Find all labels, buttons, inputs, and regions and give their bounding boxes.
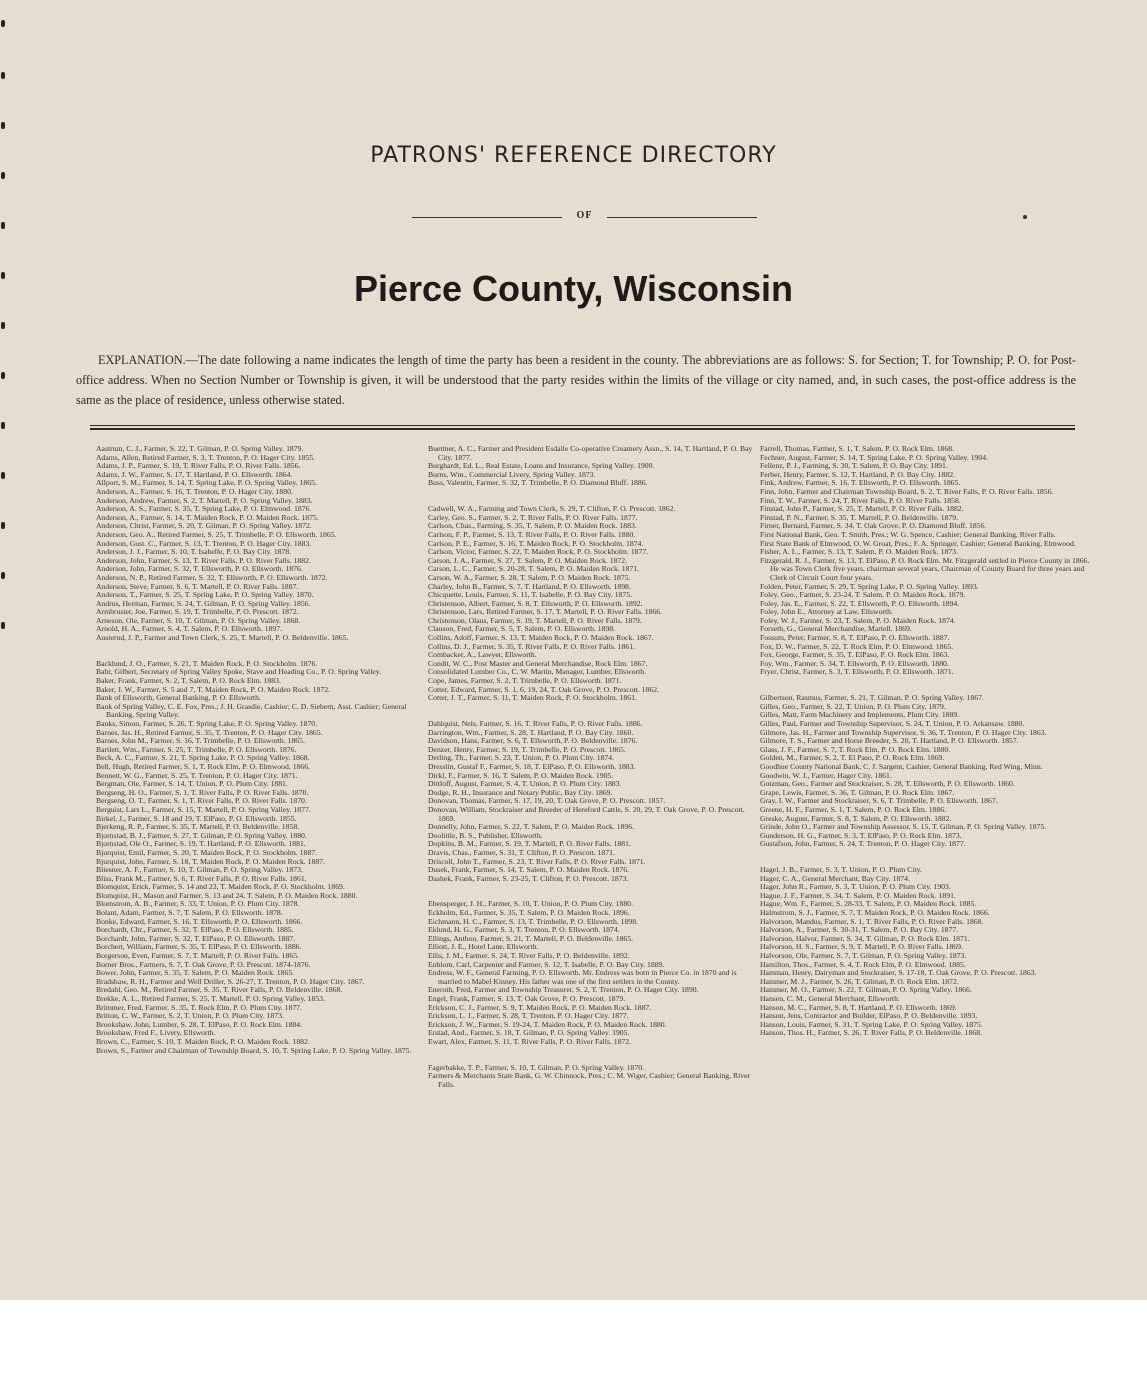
directory-entry: Halmstrom, S. J., Farmer, S. 7, T. Maiden Rock, P. O. Maiden Rock. 1866. <box>760 908 990 918</box>
directory-entry: Dravis, Chas., Farmer, S. 31, T. Clifton, P. O. Prescott. 1871. <box>428 847 615 857</box>
directory-entry: Dodge, R. H., Insurance and Notary Public, Bay City. 1869. <box>428 787 613 797</box>
directory-entry: Hanson, M. C., Farmer, S. 8, T. Hartland, P. O. Ellsworth. 1869. <box>760 1002 957 1012</box>
directory-entry: Carley, Geo. S., Farmer, S. 2, T. River Falls, P. O. River Falls. 1877. <box>428 512 638 522</box>
directory-entry: Denzer, Henry, Farmer, S. 19, T. Trimbelle, P. O. Prescott. 1865. <box>428 744 626 754</box>
directory-entry: Carlson, F. P., Farmer, S. 13, T. River Falls, P. O. River Falls. 1880. <box>428 529 636 539</box>
directory-entry: Bahr, Gilbert, Secretary of Spring Valley Spoke, Stave and Heading Co., P. O. Spring Valley. <box>96 667 382 677</box>
directory-entry: Donnelly, John, Farmer, S. 22, T. Salem, P. O. Maiden Rock. 1896. <box>428 822 635 832</box>
directory-entry: Farrell, Thomas, Farmer, S. 1, T. Salem, P. O. Rock Elm. 1868. <box>760 444 954 453</box>
directory-entry: Dresslin, Gustaf F., Farmer, S. 18, T. ElPaso, P. O. Ellsworth. 1883. <box>428 761 636 771</box>
directory-entry: Brown, C., Farmer, S. 10, T. Maiden Rock, P. O. Maiden Rock. 1882. <box>96 1036 310 1046</box>
directory-entry: Erstad, And., Farmer, S. 18, T. Gilman, P. O. Spring Valley. 1905. <box>428 1028 630 1038</box>
directory-entry: Ellings, Anthon, Farmer, S. 21, T. Martell, P. O. Beldenville. 1865. <box>428 933 634 943</box>
directory-entry: Greske, August, Farmer, S. 8, T. Salem, P. O. Ellsworth. 1882. <box>760 813 952 823</box>
directory-entry: Berguist, Lars L., Farmer, S. 15, T. Martell, P. O. Spring Valley. 1877. <box>96 804 311 814</box>
directory-entry: Farmers & Merchants State Bank, G. W. Chinnock, Pres.; C. M. Wiger, Cashier; General Banking, River Falls. <box>428 1071 751 1089</box>
directory-entry: Fossum, Peter, Farmer, S. 8, T. ElPaso, P. O. Ellsworth. 1887. <box>760 633 950 643</box>
directory-entry: Borchert, William, Farmer, S. 35, T. ElPaso, P. O. Ellsworth. 1886. <box>96 942 302 952</box>
directory-entry: Driscoll, John T., Farmer, S. 23, T. River Falls, P. O. River Falls. 1871. <box>428 856 646 866</box>
directory-entry: Austerud, J. P., Farmer and Town Clerk, S. 25, T. Martell, P. O. Beldenville. 1865. <box>96 633 349 643</box>
directory-entry: Hanson, Jens, Contractor and Builder, ElPaso, P. O. Beldenville. 1893. <box>760 1011 978 1021</box>
directory-entry: Bergseng, O. T., Farmer, S. 1, T. River Falls, P. O. River Falls. 1870. <box>96 796 307 806</box>
directory-entry: Chicquette, Louis, Farmer, S. 11, T. Isabelle, P. O. Bay City. 1875. <box>428 590 633 600</box>
directory-entry: Halvorson, H. S., Farmer, S. 9, T. Martell, P. O. River Falls. 1869. <box>760 942 963 952</box>
directory-entry: Cadwell, W. A., Farming and Town Clerk, S. 29, T. Clifton, P. O. Prescott. 1862. <box>428 504 676 514</box>
directory-entry: Collins, Adolf, Farmer, S. 13, T. Maiden Rock, P. O. Maiden Rock. 1867. <box>428 633 654 643</box>
directory-entry: Beck, A. C., Farmer, S. 21, T. Spring Lake, P. O. Spring Valley. 1868. <box>96 753 310 763</box>
directory-entry: Birkel, J., Farmer, S. 18 and 19, T. ElPaso, P. O. Ellsworth. 1855. <box>96 813 297 823</box>
directory-entry: Ebensperger, J. H., Farmer, S. 10, T. Union, P. O. Plum City. 1880. <box>428 899 633 909</box>
directory-entry: Borchardt, Chr., Farmer, S. 32, T. ElPaso, P. O. Ellsworth. 1885. <box>96 925 294 935</box>
directory-entry: Gilles, Geo., Farmer, S. 22, T. Union, P. O. Plum City. 1879. <box>760 701 946 711</box>
directory-entry: Halvorson, Ole, Farmer, S. 7, T. Gilman, P. O. Spring Valley. 1873. <box>760 951 967 961</box>
directory-entry: Cotter, Edward, Farmer, S. 1, 6, 19, 24, T. Oak Grove, P. O. Prescott. 1862. <box>428 684 659 694</box>
directory-entry: Goodwin, W. J., Farmer, Hager City. 1861. <box>760 770 892 780</box>
binding-holes <box>0 0 10 1300</box>
directory-entry: Dopkins, B. M., Farmer, S. 19, T. Martell, P. O. River Falls. 1881. <box>428 839 631 849</box>
directory-entry: Finn, John, Farmer and Chairman Township Board, S. 2, T. River Falls, P. O. River Falls. 1856. <box>760 486 1054 496</box>
directory-entry: Bolant, Adam, Farmer, S. 7, T. Salem, P. O. Ellsworth. 1878. <box>96 908 283 918</box>
directory-entry: Buettner, A. C., Farmer and President Esdaile Co-operative Creamery Assn., S. 14, T. Hartland, P. O. Bay City. 1877. <box>428 444 753 462</box>
directory-entry: Cotter, J. T., Farmer, S. 11, T. Maiden Rock, P. O. Stockholm. 1861. <box>428 693 637 703</box>
directory-entry: Eneroth, Fred, Farmer and Township Treasurer, S. 2, T. Trenton, P. O. Hager City. 1890. <box>428 985 699 995</box>
directory-entry: Erickson, J. W., Farmer, S. 19-24, T. Maiden Rock, P. O. Maiden Rock. 1880. <box>428 1019 667 1029</box>
directory-entry: Carlson, P. E., Farmer, S. 16, T. Maiden Rock, P. O. Stockholm. 1874. <box>428 538 644 548</box>
directory-entry: Gray, I. W., Farmer and Stockraiser, S. 6, T. Trimbelle, P. O. Ellsworth. 1867. <box>760 796 998 806</box>
directory-entry: Blomstrom, A. B., Farmer, S. 33, T. Union, P. O. Plum City. 1878. <box>96 899 300 909</box>
directory-entry: Eklund, H. G., Farmer, S. 3, T. Trenton, P. O. Ellsworth. 1874. <box>428 925 620 935</box>
directory-entry: Christenson, Lars, Retired Farmer, S. 17, T. Martell, P. O. River Falls. 1866. <box>428 607 663 617</box>
directory-entry: Ferber, Henry, Farmer, S. 12, T. Hartland, P. O. Bay City. 1882. <box>760 469 955 479</box>
section-gap <box>428 703 758 712</box>
directory-entry: Fagerbakke, T. P., Farmer, S. 10, T. Gilman, P. O. Spring Valley. 1870. <box>428 1062 645 1072</box>
directory-entry: Ellis, J. M., Farmer, S. 24, T. River Falls, P. O. Beldenville. 1892. <box>428 951 630 961</box>
directory-entry: Britton, C. W., Farmer, S. 2, T. Union, P. O. Plum City. 1873. <box>96 1011 284 1021</box>
directory-entry: Borchardt, John, Farmer, S. 32, T. ElPaso, P. O. Ellsworth. 1887. <box>96 933 296 943</box>
directory-entry: Hager, John R., Farmer, S. 3, T. Union, P. O. Plum City. 1903. <box>760 882 951 892</box>
directory-entry: Eichmann, H. C., Farmer, S. 13, T. Trimbelle, P. O. Ellsworth. 1898. <box>428 916 638 926</box>
directory-entry: Engel, Frank, Farmer, S. 13, T. Oak Grove, P. O. Prescott. 1879. <box>428 994 626 1003</box>
directory-entry: First State Bank of Elmwood, O. W. Groat, Pres.; F. A. Springer, Cashier; General Banking, Elmwood. <box>760 538 1076 548</box>
directory-entry: Burghardt, Ed. L., Real Estate, Loans and Insurance, Spring Valley. 1900. <box>428 461 655 471</box>
directory-entry: Charley, John B., Farmer, S. 7, T. Hartland, P. O. Ellsworth. 1898. <box>428 581 631 591</box>
directory-entry: Borgerson, Even, Farmer, S. 7, T. Martell, P. O. River Falls. 1865. <box>96 951 299 961</box>
directory-entry: Barnes, Jas. H., Retired Farmer, S. 35, T. Trenton, P. O. Hager City. 1865. <box>96 727 323 737</box>
directory-entry: Anderson, A. S., Farmer, S. 35, T. Spring Lake, P. O. Elmwood. 1876. <box>96 504 312 514</box>
directory-entry: Hammer, M. J., Farmer, S. 26, T. Gilman, P. O. Rock Elm. 1872. <box>760 976 959 986</box>
directory-entry: Erickson, L. J., Farmer, S. 28, T. Trenton, P. O. Hager City. 1877. <box>428 1011 629 1021</box>
directory-entry: Brookshaw, Fred F., Livery, Ellsworth. <box>96 1028 216 1038</box>
directory-entry: Anderson, John, Farmer, S. 32, T. Ellsworth, P. O. Ellsworth. 1876. <box>96 564 303 574</box>
directory-entry: Foley, W. J., Farmer, S. 23, T. Salem, P. O. Maiden Rock. 1874. <box>760 615 956 625</box>
directory-entry: Anderson, J. J., Farmer, S. 10, T. Isabelle, P. O. Bay City. 1878. <box>96 547 292 557</box>
directory-entry: Davidson, Hans, Farmer, S. 6, T. Ellsworth, P. O. Beldenville. 1876. <box>428 736 638 746</box>
directory-entry: Bjurquist, Emil, Farmer, S. 20, T. Maiden Rock, P. O. Stockholm. 1887. <box>96 847 318 857</box>
directory-entry: Anderson, N. P., Retired Farmer, S. 32, T. Ellsworth, P. O. Ellsworth. 1872. <box>96 572 328 582</box>
directory-entry: Fink, Andrew, Farmer, S. 16, T. Ellsworth, P. O. Ellsworth. 1865. <box>760 478 961 488</box>
directory-entry: Bredahl, Geo. M., Retired Farmer, S. 35, T. River Falls, P. O. Beldenville. 1868. <box>96 985 343 995</box>
directory-entry: Bank of Ellsworth, General Banking, P. O. Ellsworth. <box>96 693 261 703</box>
directory-entry: Baker, J. W., Farmer, S. 5 and 7, T. Maiden Rock, P. O. Maiden Rock. 1872. <box>96 684 330 694</box>
directory-entry: Bonke, Edward, Farmer, S. 16, T. Ellsworth, P. O. Ellsworth. 1866. <box>96 916 303 926</box>
directory-entry: Clauson, Fred, Farmer, S. 5, T. Salem, P. O. Ellsworth. 1898. <box>428 624 616 634</box>
directory-entry: Carlson, Chas., Farming, S. 35, T. Salem, P. O. Maiden Rock. 1883. <box>428 521 637 531</box>
directory-entry: Hager, C. A., General Merchant, Bay City. 1874. <box>760 873 910 883</box>
directory-entry: Bell, Hugh, Retired Farmer, S. 1, T. Rock Elm, P. O. Elmwood. 1866. <box>96 761 311 771</box>
directory-entry: Glass, J. F., Farmer, S. 7, T. Rock Elm, P. O. Rock Elm. 1880. <box>760 744 951 754</box>
directory-entry: Hagel, J. B., Farmer, S. 3, T. Union, P. O. Plum City. <box>760 865 922 875</box>
directory-entry: Ewart, Alex, Farmer, S. 11, T. River Falls, P. O. River Falls. 1872. <box>428 1036 632 1046</box>
of-label: OF <box>576 210 593 221</box>
directory-entry: Gilbertson, Rasmus, Farmer, S. 21, T. Gilman, P. O. Spring Valley. 1867. <box>760 693 984 703</box>
directory-entry: Collins, D. J., Farmer, S. 35, T. River Falls, P. O. River Falls. 1861. <box>428 641 635 651</box>
directory-entry: Folden, Peter, Farmer, S. 29, T. Spring Lake, P. O. Spring Valley. 1893. <box>760 581 979 591</box>
directory-entry: Gilles, Matt, Farm Machinery and Implements, Plum City. 1889. <box>760 710 960 720</box>
directory-entry: Anderson, Geo. A., Retired Farmer, S. 25, T. Trimbelle, P. O. Ellsworth. 1865. <box>96 529 337 539</box>
directory-entry: Hammer, M. O., Farmer, S. 22, T. Gilman, P. O. Spring Valley. 1866. <box>760 985 972 995</box>
section-gap <box>760 677 1090 686</box>
directory-column-2 <box>428 445 758 1090</box>
directory-entry: Carlson, Victor, Farmer, S. 22, T. Maiden Rock, P. O. Stockholm. 1877. <box>428 547 649 557</box>
directory-entry: Hanson, Louis, Farmer, S. 31, T. Spring Lake, P. O. Spring Valley. 1875. <box>760 1019 983 1029</box>
directory-entry: Enblom, Carl, Carpenter and Farmer, S. 12, T. Isabelle, P. O. Bay City. 1889. <box>428 959 665 969</box>
directory-entry: Brekke, A. L., Retired Farmer, S. 25, T. Martell, P. O. Spring Valley. 1853. <box>96 994 325 1003</box>
section-gap <box>760 849 1090 858</box>
directory-entry: Anderson, A., Farmer, S. 16, T. Trenton, P. O. Hager City. 1880. <box>96 486 293 496</box>
directory-entry: Detling, Th., Farmer, S. 23, T. Union, P. O. Plum City. 1874. <box>428 753 615 763</box>
directory-entry: Firner, Bernard, Farmer, S. 34, T. Oak Grove, P. O. Diamond Bluff. 1856. <box>760 521 987 531</box>
directory-entry: Dashek, Frank, Farmer, S. 23-25, T. Clifton, P. O. Prescott. 1873. <box>428 873 629 883</box>
directory-entry: Barnes, John M., Farmer, S. 16, T. Trimbelle, P. O. Ellsworth. 1865. <box>96 736 305 746</box>
directory-entry: Condit, W. C., Post Master and General Merchandise, Rock Elm. 1867. <box>428 658 648 668</box>
directory-entry: Donovan, William, Stockraiser and Breeder of Hereford Cattle, S. 20, 29, T. Oak Grove, P. O. Prescott. 1869. <box>428 804 745 823</box>
directory-entry: Foy, Wm., Farmer, S. 34, T. Ellsworth, P. O. Ellsworth. 1880. <box>760 658 949 668</box>
directory-entry: Darrington, Wm., Farmer, S. 28, T. Hartland, P. O. Bay City. 1860. <box>428 727 634 737</box>
directory-entry: Christenson, Albert, Farmer, S. 8, T. Ellsworth, P. O. Ellsworth. 1892. <box>428 598 643 608</box>
directory-entry: Grinde, John O., Farmer and Township Assessor, S. 15, T. Gilman, P. O. Spring Valley. 1875. <box>760 822 1047 832</box>
directory-entry: Fryer, Christ, Farmer, S. 3, T. Ellsworth, P. O. Ellsworth. 1871. <box>760 667 954 677</box>
directory-entry: Backlund, J. O., Farmer, S. 21, T. Maiden Rock, P. O. Stockholm. 1876. <box>96 658 318 668</box>
directory-entry: Foley, Jas. E., Farmer, S. 22, T. Ellsworth, P. O. Ellsworth. 1894. <box>760 598 960 608</box>
directory-entry: Combacker, A., Lawyer, Ellsworth. <box>428 650 537 660</box>
directory-entry: Gilmore, Jas. H., Farmer and Township Supervisor, S. 36, T. Trenton, P. O. Hager City. 1863. <box>760 727 1047 737</box>
directory-entry: Bradshaw, R. H., Farmer and Well Driller, S. 26-27, T. Trenton, P. O. Hager City. 1867. <box>96 976 365 986</box>
directory-entry: Erickson, C. J., Farmer, S. 9, T. Maiden Rock, P. O. Maiden Rock. 1887. <box>428 1002 652 1012</box>
directory-entry: Anderson, T., Farmer, S. 25, T. Spring Lake, P. O. Spring Valley. 1870. <box>96 590 314 600</box>
directory-entry: Anderson, Andrew, Farmer, S. 2, T. Martell, P. O. Spring Valley. 1883. <box>96 495 313 505</box>
directory-entry: Bergseng, H. O., Farmer, S. 1, T. River Falls, P. O. River Falls. 1870. <box>96 787 309 797</box>
directory-entry: Gustafson, John, Farmer, S. 24, T. Trenton, P. O. Hager City. 1877. <box>760 839 966 849</box>
directory-entry: Consolidated Lumber Co., C. W. Martin, Manager, Lumber, Ellsworth. <box>428 667 647 677</box>
directory-entry: Golden, M., Farmer, S. 2, T. El Paso, P. O. Rock Elm. 1869. <box>760 753 945 763</box>
directory-entry: Greene, H. F., Farmer, S. 1, T. Salem, P. O. Rock Elm. 1886. <box>760 804 947 814</box>
directory-entry: Finn, T. W., Farmer, S. 24, T. River Falls, P. O. River Falls. 1858. <box>760 495 961 505</box>
section-gap <box>428 1047 758 1056</box>
directory-entry: Fellenz, P. J., Farming, S. 30, T. Salem, P. O. Bay City. 1891. <box>760 461 948 471</box>
directory-entry: Cope, James, Farmer, S. 2, T. Trimbelle, P. O. Ellsworth. 1871. <box>428 676 622 686</box>
directory-entry: Fox, D. W., Farmer, S. 22, T. Rock Elm, P. O. Elmwood. 1865. <box>760 641 954 651</box>
directory-entry: Goodhue County National Bank, C. J. Sargent, Cashier, General Banking, Red Wing, Minn. <box>760 761 1043 771</box>
directory-entry: Fox, George, Farmer, S. 35, T. ElPaso, P. O. Rock Elm. 1863. <box>760 650 950 660</box>
directory-entry: Carson, J. A., Farmer, S. 27, T. Salem, P. O. Maiden Rock. 1872. <box>428 555 628 565</box>
ink-dot <box>1023 215 1027 219</box>
directory-entry: Halvorson, Halvor, Farmer, S. 34, T. Gilman, P. O. Rock Elm. 1871. <box>760 933 970 943</box>
directory-entry: Dirkl, F., Farmer, S. 16, T. Salem, P. O. Maiden Rock. 1905. <box>428 770 614 780</box>
directory-entry: Hansen, C. M., General Merchant, Ellsworth. <box>760 994 900 1003</box>
directory-entry: Fisher, A. L., Farmer, S. 13, T. Salem, P. O. Maiden Rock. 1873. <box>760 547 958 557</box>
directory-entry: Anderson, Steve, Farmer, S. 6, T. Martell, P. O. River Falls. 1887. <box>96 581 299 591</box>
directory-entry: Borner Bros., Farmers, S. 7, T. Oak Grove, P. O. Prescott. 1874-1876. <box>96 959 311 969</box>
directory-entry: Banks, Simon, Farmer, S. 26, T. Spring Lake, P. O. Spring Valley. 1870. <box>96 719 318 728</box>
directory-entry: Christenson, Olaus, Farmer, S. 19, T. Martell, P. O. River Falls. 1879. <box>428 615 642 625</box>
directory-entry: Anderson, John, Farmer, S. 13, T. River Falls, P. O. River Falls. 1882. <box>96 555 311 565</box>
directory-entry: Doolittle, B. S., Publisher, Ellsworth. <box>428 830 543 840</box>
directory-entry: Grape, Lewis, Farmer, S. 36, T. Gilman, P. O. Rock Elm. 1867. <box>760 787 955 797</box>
page-title: PATRONS' REFERENCE DIRECTORY <box>370 143 777 168</box>
section-gap <box>428 488 758 497</box>
directory-entry: Andrus, Herman, Farmer, S. 24, T. Gilman, P. O. Spring Valley. 1856. <box>96 598 311 608</box>
directory-entry: Elliott, J. E., Hotel Lane, Ellsworth. <box>428 942 539 952</box>
directory-entry: Dittloff, August, Farmer, S. 4, T. Union, P. O. Plum City. 1883. <box>428 779 622 789</box>
directory-entry: Brown, S., Farmer and Chairman of Township Board, S. 10, T. Spring Lake, P. O. Spring Valley. 1875. <box>96 1045 412 1055</box>
directory-entry: Bergman, Ole, Farmer, S. 14, T. Union, P. O. Plum City. 1881. <box>96 779 288 789</box>
directory-entry: Bjornstad, B. J., Farmer, S. 27, T. Gilman, P. O. Spring Valley. 1880. <box>96 830 307 840</box>
directory-entry: Adams, J. W., Farmer, S. 17, T. Hartland, P. O. Ellsworth. 1864. <box>96 469 293 479</box>
directory-entry: Bower, John, Farmer, S. 35, T. Salem, P. O. Maiden Rock. 1865. <box>96 968 295 978</box>
directory-entry: Gotzman, Geo., Farmer and Stockraiser, S. 28, T. Ellsworth, P. O. Ellsworth. 1860. <box>760 779 1015 789</box>
directory-entry: First National Bank, Geo. T. Smith, Pres.; W. G. Spence, Cashier; General Banking, River Falls. <box>760 529 1056 539</box>
directory-entry: Aastrum, C. J., Farmer, S. 22, T. Gilman, P. O. Spring Valley. 1879. <box>96 444 304 453</box>
directory-entry: Bank of Spring Valley, C. E. Fox, Pres.; J. H. Grasdie, Cashier; C. D. Siebern, Asst. Cashier; General Banking, Spring Valley. <box>96 701 407 720</box>
directory-entry: Blomquist, Erick, Farmer, S. 14 and 23, T. Maiden Rock, P. O. Stockholm. 1869. <box>96 882 345 892</box>
directory-entry: Endress, W. F., General Farming, P. O. Ellsworth. Mr. Endress was born in Pierce Co. in 1870 and is married to Mabel Kinney. His father was one of the first settlers in the County. <box>428 968 737 986</box>
directory-entry: Adams, Allen, Retired Farmer, S. 3, T. Trenton, P. O. Hager City. 1855. <box>96 452 316 462</box>
directory-entry: Donovan, Thomas, Farmer, S. 17, 19, 20, T. Oak Grove, P. O. Prescott. 1857. <box>428 796 666 806</box>
directory-column-1 <box>96 445 426 1055</box>
directory-entry: Fechner, August, Farmer, S. 14, T. Spring Lake, P. O. Spring Valley. 1904. <box>760 452 988 462</box>
directory-entry: Finstad, P. N., Farmer, S. 35, T. Martell, P. O. Beldenville. 1879. <box>760 512 958 522</box>
directory-entry: Hanson, Thos. H., Farmer, S. 26, T. River Falls, P. O. Beldenville. 1868. <box>760 1028 982 1038</box>
directory-entry: Dahlquist, Nels, Farmer, S. 16, T. River Falls, P. O. River Falls. 1886. <box>428 719 643 728</box>
directory-entry: Buss, Valentin, Farmer, S. 32, T. Trimbelle, P. O. Diamond Bluff. 1886. <box>428 478 648 488</box>
directory-entry: Hamilton, Thos., Farmer, S. 4, T. Rock Elm, P. O. Elmwood. 1885. <box>760 959 966 969</box>
directory-entry: Bjornstad, Ole O., Farmer, S. 19, T. Hartland, P. O. Ellsworth. 1881. <box>96 839 306 849</box>
directory-entry: Armbruster, Joe, Farmer, S. 19, T. Trimbelle, P. O. Prescott. 1872. <box>96 607 299 617</box>
directory-entry: Bjurquist, John, Farmer, S. 18, T. Maiden Rock, P. O. Maiden Rock. 1887. <box>96 856 325 866</box>
directory-entry: Gunderson, H. G., Farmer, S. 3, T. ElPaso, P. O. Rock Elm. 1873. <box>760 830 962 840</box>
directory-entry: Anderson, A., Farmer, S. 14, T. Maiden Rock, P. O. Maiden Rock. 1875. <box>96 512 319 522</box>
directory-entry: Dusek, Frank, Farmer, S. 14, T. Salem, P. O. Maiden Rock. 1876. <box>428 865 629 875</box>
section-gap <box>96 643 426 652</box>
directory-entry: Bartlett, Wm., Farmer, S. 25, T. Trimbelle, P. O. Ellsworth. 1876. <box>96 744 297 754</box>
directory-entry: Bliss, Frank M., Farmer, S. 6, T. River Falls, P. O. River Falls. 1861. <box>96 873 307 883</box>
directory-entry: Anderson, Gust. C., Farmer, S. 13, T. Trenton, P. O. Hager City. 1883. <box>96 538 312 548</box>
directory-entry: Brookshaw, John, Lumber, S. 28, T. ElPaso, P. O. Rock Elm. 1884. <box>96 1019 303 1029</box>
directory-entry: Baker, Frank, Farmer, S. 2, T. Salem, P. O. Rock Elm. 1883. <box>96 676 281 686</box>
directory-entry: Bennett, W. G., Farmer, S. 25, T. Trenton, P. O. Hager City. 1871. <box>96 770 298 780</box>
section-gap <box>428 883 758 892</box>
directory-entry: Carson, L. C., Farmer, S. 20-28, T. Salem, P. O. Maiden Rock. 1871. <box>428 564 640 574</box>
directory-entry: Arneson, Ole, Farmer, S. 10, T. Gilman, P. O. Spring Valley. 1868. <box>96 615 301 625</box>
directory-entry: Brimmer, Fred, Farmer, S. 35, T. Rock Elm, P. O. Plum City. 1877. <box>96 1002 302 1012</box>
directory-entry: Bliesner, A. F., Farmer, S. 10, T. Gilman, P. O. Spring Valley. 1873. <box>96 865 303 875</box>
directory-column-3 <box>760 445 1090 1038</box>
directory-entry: Blomquist, H., Mason and Farmer, S. 13 and 24, T. Salem, P. O. Maiden Rock. 1880. <box>96 890 358 900</box>
directory-entry: Bjerkeng, R. P., Farmer, S. 35, T. Martell, P. O. Beldenville. 1858. <box>96 822 300 832</box>
directory-entry: Anderson, Christ, Farmer, S. 20, T. Gilman, P. O. Spring Valley. 1872. <box>96 521 312 531</box>
double-rule <box>90 425 1075 430</box>
of-separator <box>412 210 757 224</box>
directory-entry: Foley, John E., Attorney at Law, Ellsworth. <box>760 607 893 617</box>
directory-entry: Allport, S. M., Farmer, S. 14, T. Spring Lake, P. O. Spring Valley. 1865. <box>96 478 317 488</box>
directory-entry: Fitzgerald, R. J., Farmer, S. 13, T. ElPaso, P. O. Rock Elm. Mr. Fitzgerald settled in Pierce County in 1866. He was Town Clerk five years, chairman several years, Chairman of County Board for three years and Clerk of Circuit Court four years. <box>760 555 1090 582</box>
directory-entry: Carson, W. A., Farmer, S. 28, T. Salem, P. O. Maiden Rock. 1875. <box>428 572 631 582</box>
directory-entry: Burns, Wm., Commercial Livery, Spring Valley. 1873. <box>428 469 596 479</box>
directory-entry: Halvorson, Mandus, Farmer, S. 1, T. River Falls, P. O. River Falls. 1868. <box>760 916 984 926</box>
directory-entry: Foley, Geo., Farmer, S. 23-24, T. Salem, P. O. Maiden Rock. 1879. <box>760 590 966 600</box>
directory-entry: Gilmore, T. S., Farmer and Horse Breeder, S. 20, T. Hartland, P. O. Ellsworth. 1857. <box>760 736 1019 746</box>
directory-entry: Finstad, John P., Farmer, S. 25, T. Martell, P. O. River Falls. 1882. <box>760 504 964 514</box>
county-title: Pierce County, Wisconsin <box>353 268 794 309</box>
directory-entry: Halvorson, A., Farmer, S. 30-31, T. Salem, P. O. Bay City. 1877. <box>760 925 959 935</box>
directory-entry: Hague, J. F., Farmer, S. 34, T. Salem, P. O. Maiden Rock. 1891. <box>760 890 956 900</box>
directory-entry: Eckholm, Ed., Farmer, S. 35, T. Salem, P. O. Maiden Rock. 1896. <box>428 908 630 918</box>
directory-entry: Adams, J. P., Farmer, S. 19, T. River Falls, P. O. River Falls. 1856. <box>96 461 301 471</box>
directory-entry: Gilles, Paul, Farmer and Township Supervisor, S. 24, T. Union, P. O. Arkansaw. 1880. <box>760 719 1025 728</box>
directory-entry: Hague, Wm. F., Farmer, S. 28-33, T. Salem, P. O. Maiden Rock. 1885. <box>760 899 977 909</box>
directory-entry: Arnold, H. A., Farmer, S. 4, T. Salem, P. O. Ellsworth. 1897. <box>96 624 283 634</box>
directory-entry: Hamman, Henry, Dairyman and Stockraiser, S. 17-18, T. Oak Grove, P. O. Prescott. 1863. <box>760 968 1037 978</box>
explanation-paragraph: EXPLANATION.—The date following a name indicates the length of time the party has been a resident in the county. The abbreviations are as follows: S. for Section; T. for Township; P. O. for Post-office address. When no Section Number or Township is given, it will be understood that the party resides within the limits of the village or city named, and, in such cases, the post-office address is the same as the place of residence, unless otherwise stated. <box>76 353 1076 407</box>
directory-entry: Forseth, G., General Merchandise, Martell. 1869. <box>760 624 912 634</box>
